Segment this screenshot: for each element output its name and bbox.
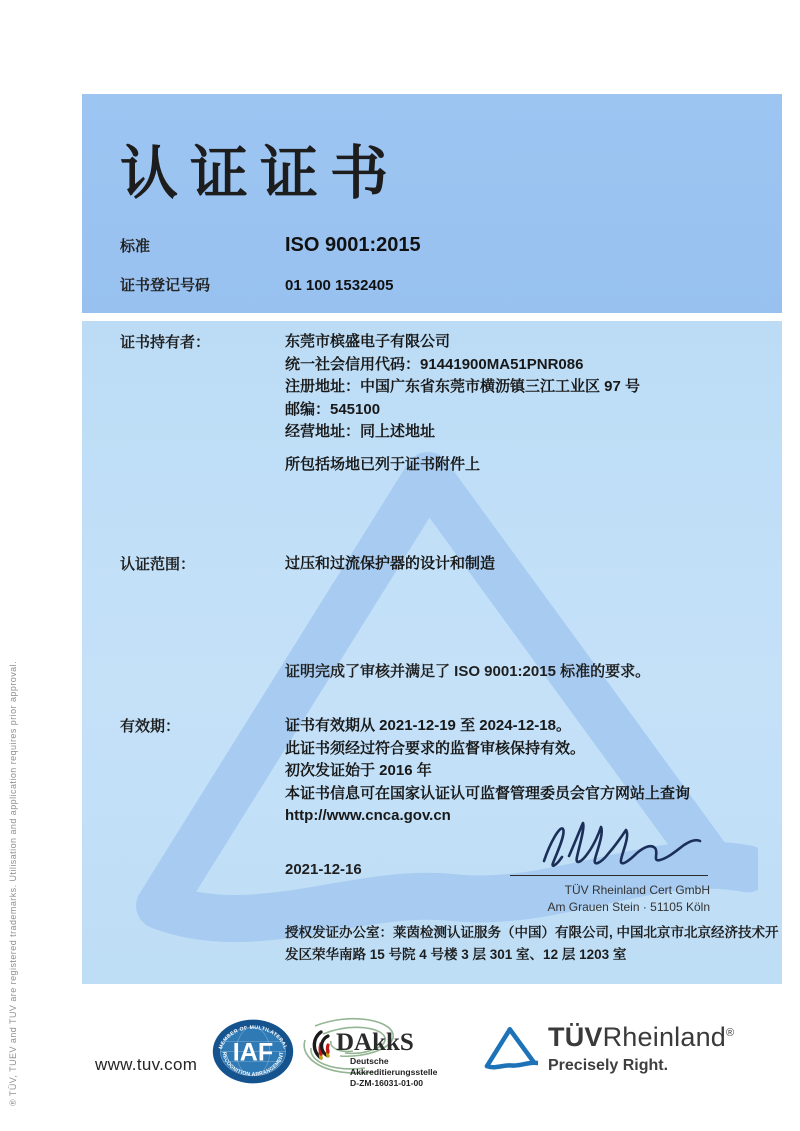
standard-value: ISO 9001:2015 <box>285 234 421 256</box>
validity-period: 证书有效期从 2021-12-19 至 2024-12-18。 <box>285 717 571 734</box>
registered-mark: ® <box>726 1027 735 1039</box>
certificate-body <box>82 321 782 984</box>
first-issue-note: 初次发证始于 2016 年 <box>285 762 432 780</box>
tuv-wordmark-block <box>548 1022 734 1075</box>
signature-block <box>510 815 710 917</box>
standard-label: 标准 <box>120 238 151 255</box>
scope-label: 认证范围： <box>120 556 196 573</box>
scope-value: 过压和过流保护器的设计和制造 <box>285 555 496 572</box>
audit-statement: 证明完成了审核并满足了 ISO 9001:2015 标准的要求。 <box>285 663 651 680</box>
page-title: 认证证书 <box>120 141 401 206</box>
holder-credit-code: 统一社会信用代码：91441900MA51PNR086 <box>285 355 584 373</box>
cnca-url: http://www.cnca.gov.cn <box>285 807 451 825</box>
iaf-text: IAF <box>232 1038 274 1067</box>
registration-row <box>120 274 750 295</box>
holder-business-address: 经营地址：同上述地址 <box>285 423 436 441</box>
holder-details <box>285 331 640 477</box>
dakks-name-text: DAkkS <box>336 1029 414 1056</box>
authorized-office-text: 莱茵检测认证服务（中国）有限公司, 中国北京市北京经济技术开发区荣华南路 15 号院 4 号楼 3 层 301 室、12 层 1203 室 <box>285 925 779 963</box>
dakks-line2: Akkreditierungsstelle <box>350 1067 438 1077</box>
validity-details <box>285 715 690 828</box>
dakks-accreditation-number: D-ZM-16031-01-00 <box>350 1078 424 1088</box>
holder-registered-address: 注册地址：中国广东省东莞市横沥镇三江工业区 97 号 <box>285 378 641 396</box>
validity-section <box>120 715 760 828</box>
tuv-brand-bold: TÜV <box>548 1022 603 1052</box>
validity-surveillance-note: 此证书须经过符合要求的监督审核保持有效。 <box>285 739 586 757</box>
tuv-brand-regular: Rheinland <box>602 1022 727 1052</box>
sites-note: 所包括场地已列于证书附件上 <box>285 455 481 473</box>
tuv-website-url: www.tuv.com <box>95 1055 198 1074</box>
tuv-wordmark <box>548 1022 734 1053</box>
tuv-triangle-icon <box>482 1024 538 1074</box>
header-rows <box>120 234 750 312</box>
scope-section <box>120 553 760 576</box>
holder-section <box>120 331 760 477</box>
trademark-side-note: ® TÜV, TUEV and TUV are registered trademarks. Utilisation and application requires prior approval. <box>8 660 18 1106</box>
registration-value: 01 100 1532405 <box>285 277 394 294</box>
authorized-office <box>285 922 779 967</box>
holder-postcode: 邮编：545100 <box>285 400 381 418</box>
cnca-info-note: 本证书信息可在国家认证认可监督管理委员会官方网站上查询 <box>285 784 691 802</box>
iaf-bottom-arc-text: RECOGNITION ARRANGEMENT <box>220 1051 286 1078</box>
tuv-tagline: Precisely Right. <box>548 1057 669 1074</box>
signature-icon <box>536 815 708 875</box>
standard-row <box>120 234 750 257</box>
holder-label: 证书持有者： <box>120 334 211 351</box>
registration-label: 证书登记号码 <box>120 277 211 294</box>
signer-organization: TÜV Rheinland Cert GmbH <box>564 883 710 897</box>
signer-address: Am Grauen Stein · 51105 Köln <box>547 900 710 915</box>
iaf-top-arc-text: MEMBER OF MULTILATERAL <box>218 1024 288 1051</box>
certificate-header <box>82 94 782 313</box>
dakks-logo-icon <box>295 1014 451 1094</box>
holder-name: 东莞市槟盛电子有限公司 <box>285 333 451 350</box>
tuv-rheinland-logo <box>482 1022 734 1075</box>
issue-date: 2021-12-16 <box>285 861 362 878</box>
validity-label: 有效期： <box>120 718 181 735</box>
signature-line <box>510 875 708 876</box>
authorized-office-label: 授权发证办公室： <box>285 925 393 940</box>
dakks-line1: Deutsche <box>350 1056 389 1066</box>
iaf-logo-icon <box>211 1018 295 1085</box>
